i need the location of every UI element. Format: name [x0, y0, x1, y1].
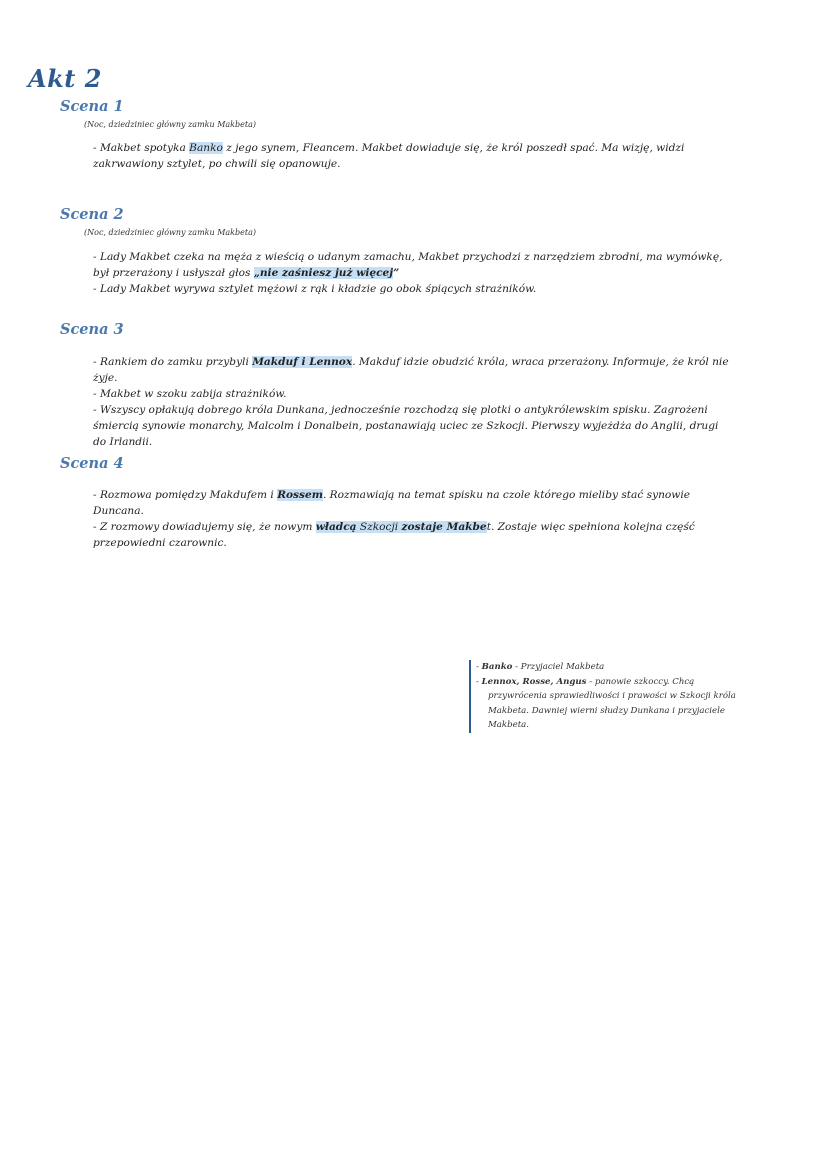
scene-1-line-1: - Makbet spotyka Banko z jego synem, Fleancem. Makbet dowiaduje się, że król poszedł spać. Ma wizję, widzi zakrwawiony sztylet, po chwili się opanowuje.: [93, 142, 685, 170]
scene-1-heading: Scena 1: [60, 98, 124, 115]
scene-3-line-3: - Wszyscy opłakują dobrego króla Dunkana, jednocześnie rozchodzą się plotki o antykrólewskim spisku. Zagrożeni śmiercią synowie monarchy, Malcolm i Donalbein, postanawiają uciec ze Szkocji. Pierwszy wyjeżdża do Anglii, drugi do Irlandii.: [93, 404, 719, 448]
note-item-banko: - Banko - Przyjaciel Makbeta: [476, 662, 605, 672]
scene-4-text: [93, 487, 733, 551]
scene-2-line-1: - Lady Makbet czeka na męża z wieścią o udanym zamachu, Makbet przychodzi z narzędziem zbrodni, ma wymówkę, był przerażony i usłyszał głos „nie zaśniesz już więcej”: [93, 251, 723, 279]
highlight-makduf-lennox: Makduf i Lennox: [252, 356, 353, 368]
scene-3-text: [93, 354, 733, 450]
page-title: Akt 2: [28, 64, 102, 93]
scene-3-line-2: - Makbet w szoku zabija strażników.: [93, 388, 287, 400]
scene-4-line-2: - Z rozmowy dowiadujemy się, że nowym władcą Szkocji zostaje Makbet. Zostaje więc spełniona kolejna część przepowiedni czarownic.: [93, 521, 695, 549]
highlight-banko: Banko: [189, 142, 223, 154]
highlight-zostaje-makbet: zostaje Makbe: [401, 521, 487, 533]
scene-2-stage-direction: (Noc, dziedziniec główny zamku Makbeta): [84, 228, 256, 237]
scene-1-stage-direction: (Noc, dziedziniec główny zamku Makbeta): [84, 120, 256, 129]
scene-4-heading: Scena 4: [60, 455, 124, 472]
scene-2-heading: Scena 2: [60, 206, 124, 223]
highlight-quote: „nie zaśniesz już więcej: [253, 267, 394, 279]
highlight-rossem: Rossem: [277, 489, 323, 501]
highlight-wladca: władcą: [315, 521, 357, 533]
scene-2-line-2: - Lady Makbet wyrywa sztylet mężowi z rąk i kładzie go obok śpiących strażników.: [93, 283, 537, 295]
scene-1-text: [93, 140, 733, 172]
scene-3-line-1: - Rankiem do zamku przybyli Makduf i Lennox. Makduf idzie obudzić króla, wraca przerażony. Informuje, że król nie żyje.: [93, 356, 729, 384]
character-note: [469, 660, 751, 733]
scene-4-line-1: - Rozmowa pomiędzy Makdufem i Rossem. Rozmawiają na temat spisku na czole którego mieliby stać synowie Duncana.: [93, 489, 690, 517]
scene-2-text: [93, 249, 733, 297]
note-item-lords: - Lennox, Rosse, Angus - panowie szkoccy. Chcą przywrócenia sprawiedliwości i prawości w Szkocji króla Makbeta. Dawniej wierni słudzy Dunkana i przyjaciele Makbeta.: [476, 676, 736, 731]
scene-3-heading: Scena 3: [60, 321, 124, 338]
